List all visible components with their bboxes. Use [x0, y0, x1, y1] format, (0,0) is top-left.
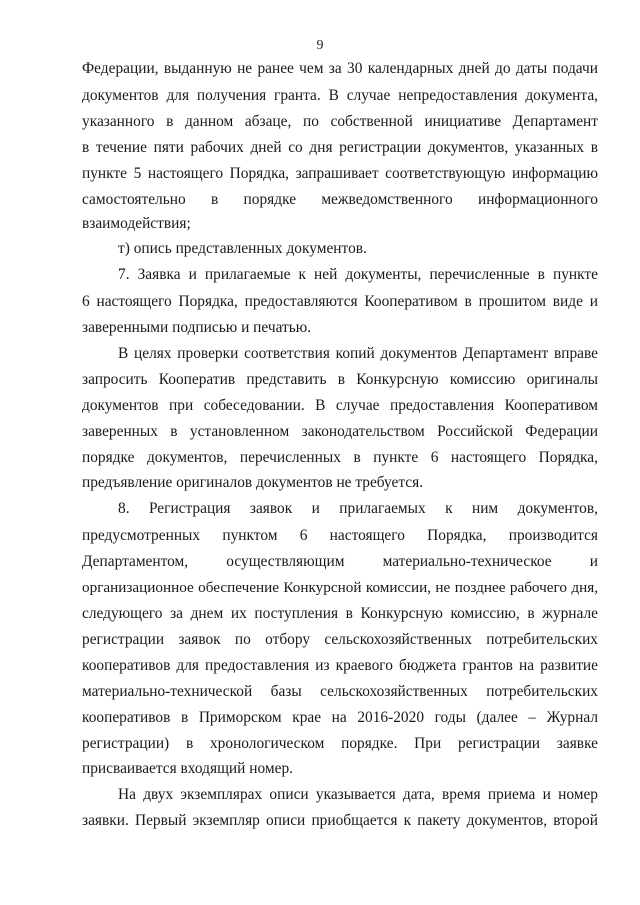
text-line: 7. Заявка и прилагаемые к ней документы, перечисленные в пункте [118, 266, 598, 283]
text-line: следующего за днем их поступления в Конкурсную комиссию, в журнале [82, 605, 598, 622]
text-line: кооперативов для предоставления из краевого бюджета грантов на развитие [82, 657, 598, 674]
text-line: 6 настоящего Порядка, предоставляются Кооперативом в прошитом виде и [82, 293, 598, 310]
text-line: регистрации заявок по отбору сельскохозяйственных потребительских [82, 631, 598, 648]
text-line: т) опись представленных документов. [118, 240, 367, 257]
text-line: запросить Кооператив представить в Конкурсную комиссию оригиналы [82, 371, 598, 388]
text-line: документов при собеседовании. В случае предоставления Кооперативом [82, 397, 598, 414]
text-line: порядке документов, перечисленных в пункте 6 настоящего Порядка, [82, 449, 598, 466]
text-line: 8. Регистрация заявок и прилагаемых к ним документов, [118, 500, 598, 517]
text-line: заверенными подписью и печатью. [82, 319, 312, 336]
text-line: В целях проверки соответствия копий документов Департамент вправе [118, 345, 598, 362]
text-line: в течение пяти рабочих дней со дня регистрации документов, указанных в [82, 139, 598, 156]
text-line: Департаментом, осуществляющим материально-техническое и [82, 553, 598, 570]
text-line: предъявление оригиналов документов не требуется. [82, 474, 424, 491]
page-number: 9 [316, 38, 324, 53]
text-line: организационное обеспечение Конкурсной комиссии, не позднее рабочего дня, [82, 579, 598, 596]
text-line: документов для получения гранта. В случае непредоставления документа, [82, 87, 598, 104]
text-line: кооперативов в Приморском крае на 2016-2020 годы (далее – Журнал [82, 709, 598, 726]
text-line: указанного в данном абзаце, по собственной инициативе Департамент [82, 113, 598, 130]
text-line: взаимодействия; [82, 215, 191, 232]
text-line: заверенных в установленном законодательством Российской Федерации [82, 423, 598, 440]
text-line: заявки. Первый экземпляр описи приобщается к пакету документов, второй [82, 812, 598, 829]
text-line: Федерации, выданную не ранее чем за 30 календарных дней до даты подачи [82, 60, 598, 77]
text-line: самостоятельно в порядке межведомственного информационного [82, 191, 598, 208]
text-line: материально-технической базы сельскохозяйственных потребительских [82, 683, 598, 700]
text-line: регистрации) в хронологическом порядке. При регистрации заявке [82, 735, 598, 752]
text-line: присваивается входящий номер. [82, 760, 293, 777]
text-line: пункте 5 настоящего Порядка, запрашивает соответствующую информацию [82, 165, 598, 182]
text-line: На двух экземплярах описи указывается дата, время приема и номер [118, 786, 598, 803]
text-line: предусмотренных пунктом 6 настоящего Порядка, производится [82, 527, 598, 544]
